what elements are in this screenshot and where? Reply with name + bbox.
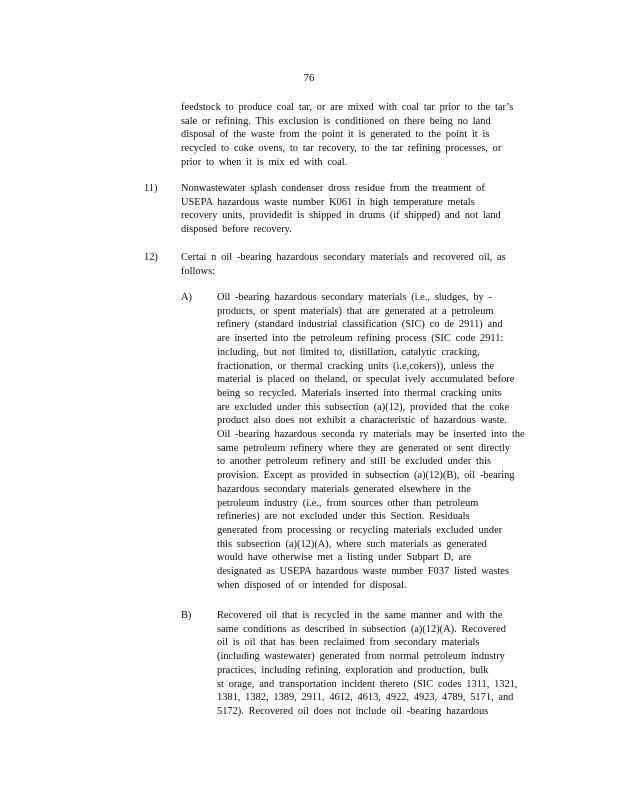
text-line: are inserted into the petroleum refining process (SIC code 2911: bbox=[217, 333, 504, 345]
text-line: disposal of the waste from the point it is generated to the point it is bbox=[181, 129, 490, 141]
subitem-b-marker: B) bbox=[181, 610, 192, 621]
text-line: recovery units, providedit is shipped in drums (if shipped) and not land bbox=[181, 210, 501, 222]
subitem-a-marker: A) bbox=[181, 292, 192, 303]
text-line: prior to when it is mix ed with coal. bbox=[181, 156, 348, 168]
text-line: oil is oil that has been reclaimed from secondary materials bbox=[217, 637, 480, 649]
text-line: feedstock to produce coal tar, or are mixed with coal tar prior to the tar’s bbox=[181, 102, 514, 113]
text-line: USEPA hazardous waste number K061 in high temperature metals bbox=[181, 196, 475, 208]
text-line: material is placed on theland, or speculat ively accumulated before bbox=[217, 374, 515, 386]
text-line: fractionation, or thermal cracking units (i.e,cokers)), unless the bbox=[217, 360, 495, 372]
text-line: sale or refining. This exclusion is conditioned on there being no land bbox=[181, 115, 491, 127]
subitem-b-paragraph bbox=[217, 609, 517, 719]
text-line: provision. Except as provided in subsection (a)(12)(B), oil -bearing bbox=[217, 470, 515, 482]
text-line: Oil -bearing hazardous secondary materials (i.e., sludges, by - bbox=[217, 292, 492, 303]
text-line: disposed before recovery. bbox=[181, 224, 292, 236]
text-line: are excluded under this subsection (a)(12), provided that the coke bbox=[217, 401, 510, 413]
item-11-marker: 11) bbox=[144, 183, 158, 194]
text-line: 1381, 1382, 1389, 2911, 4612, 4613, 4922, 4923, 4789, 5171, and bbox=[217, 692, 514, 704]
text-line: Nonwastewater splash condenser dross residue from the treatment of bbox=[181, 183, 485, 194]
text-line: being so recycled. Materials inserted into thermal cracking units bbox=[217, 387, 502, 399]
text-line: Oil -bearing hazardous seconda ry materials may be inserted into the bbox=[217, 429, 525, 441]
text-line: Certai n oil -bearing hazardous secondary materials and recovered oil, as bbox=[181, 252, 506, 263]
text-line: products, or spent materials) that are generated at a petroleum bbox=[217, 305, 494, 317]
text-line: st orage, and transportation incident thereto (SIC codes 1311, 1321, bbox=[217, 678, 518, 690]
page-number: 76 bbox=[303, 72, 315, 84]
text-line: 5172). Recovered oil does not include oil -bearing hazardous bbox=[217, 705, 489, 717]
continuation-paragraph bbox=[181, 101, 513, 170]
text-line: (including wastewater) generated from normal petroleum industry bbox=[217, 651, 505, 663]
text-line: Recovered oil that is recycled in the same manner and with the bbox=[217, 610, 503, 621]
text-line: this subsection (a)(12)(A), where such materials as generated bbox=[217, 538, 487, 550]
text-line: hazardous secondary materials generated elsewhere in the bbox=[217, 483, 471, 495]
item-12-marker: 12) bbox=[144, 252, 158, 263]
subitem-a-paragraph bbox=[217, 291, 525, 592]
text-line: designated as USEPA hazardous waste number F037 listed wastes bbox=[217, 566, 509, 578]
text-line: including, but not limited to, distillation, catalytic cracking, bbox=[217, 346, 480, 358]
text-line: same petroleum refinery where they are generated or sent directly bbox=[217, 442, 511, 454]
text-line: product also does not exhibit a characteristic of hazardous waste. bbox=[217, 415, 507, 427]
text-line: refineries) are not excluded under this Section. Residuals bbox=[217, 511, 470, 523]
text-line: to another petroleum refinery and still be excluded under this bbox=[217, 456, 492, 468]
text-line: follows: bbox=[181, 265, 216, 277]
text-line: would have otherwise met a listing under Subpart D, are bbox=[217, 552, 472, 564]
text-line: same conditions as described in subsection (a)(12)(A). Recovered bbox=[217, 623, 506, 635]
text-line: petroleum industry (i.e., from sources other than petroleum bbox=[217, 497, 479, 509]
text-line: refinery (standard industrial classification (SIC) co de 2911) and bbox=[217, 319, 503, 331]
text-line: practices, including refining, exploration and production, bulk bbox=[217, 664, 489, 676]
item-12-paragraph bbox=[181, 251, 506, 278]
text-line: recycled to coke ovens, to tar recovery, to the tar refining processes, or bbox=[181, 143, 502, 155]
text-line: generated from processing or recycling materials excluded under bbox=[217, 524, 503, 536]
item-11-paragraph bbox=[181, 182, 501, 237]
text-line: when disposed of or intended for disposal. bbox=[217, 579, 407, 591]
